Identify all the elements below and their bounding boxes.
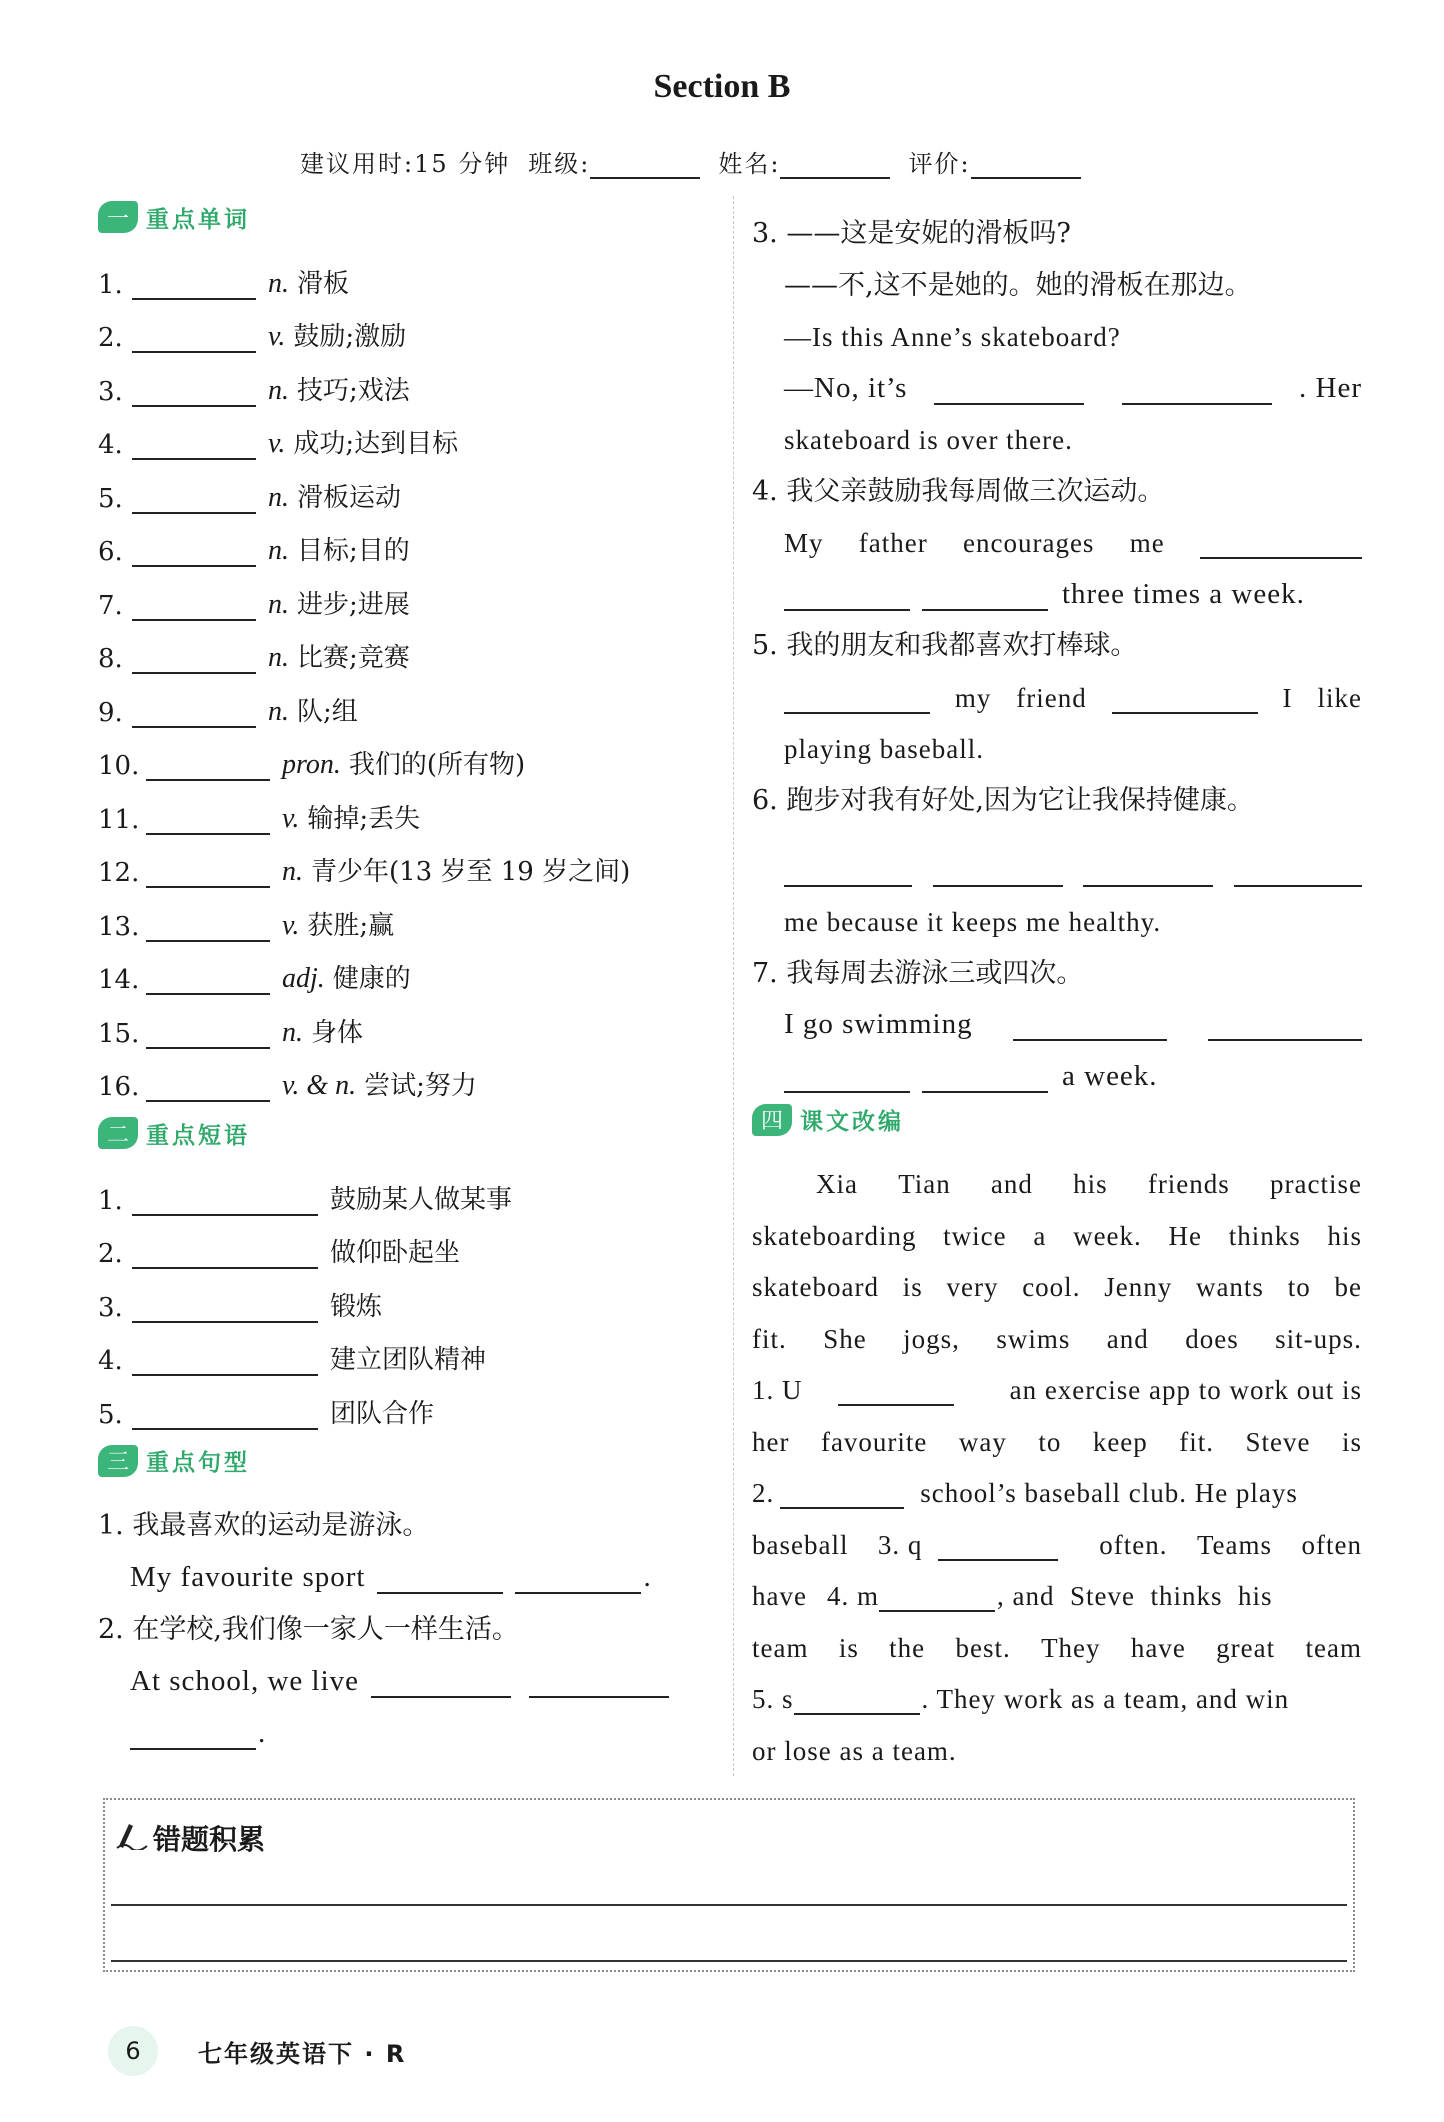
item-number: 8. <box>98 644 123 674</box>
passage-line <box>752 1200 1362 1252</box>
part-of-speech: n. <box>282 856 303 887</box>
sentence-en: —Is this Anne’s skateboard? <box>784 322 1121 352</box>
passage-word: is <box>1341 1426 1362 1457</box>
answer-blank[interactable] <box>146 1070 270 1102</box>
meaning: 目标;目的 <box>297 536 410 566</box>
answer-blank[interactable] <box>1234 855 1362 887</box>
passage-word: Tian <box>898 1169 951 1199</box>
answer-blank[interactable] <box>838 1374 954 1406</box>
notes-header <box>115 1818 265 1858</box>
name-label: 姓名: <box>718 150 781 178</box>
section-heading-passage <box>752 1099 1362 1141</box>
item-number: 15. <box>98 1018 140 1049</box>
passage-word: He <box>1168 1220 1202 1251</box>
section-heading-vocab <box>98 196 718 238</box>
passage-word: a <box>1033 1220 1047 1251</box>
passage-word: jogs, <box>903 1323 960 1354</box>
passage <box>752 1149 1362 1767</box>
notes-title: 错题积累 <box>153 1823 266 1856</box>
vocab-item <box>98 621 718 675</box>
meaning: 建立团队精神 <box>330 1345 487 1375</box>
part-of-speech: n. <box>268 588 289 620</box>
passage-word: sit-ups. <box>1275 1323 1362 1354</box>
passage-line <box>752 1149 1362 1201</box>
sentence-text: At school, we live <box>130 1664 360 1697</box>
passage-line <box>752 1458 1362 1510</box>
answer-blank[interactable] <box>784 855 912 887</box>
item-number: 1. <box>98 1185 123 1216</box>
vocab-item <box>98 835 718 889</box>
answer-blank[interactable] <box>377 1562 503 1594</box>
note-line[interactable] <box>111 1960 1347 1962</box>
part-of-speech: n. <box>268 535 289 566</box>
passage-word: and <box>1106 1323 1149 1354</box>
part-of-speech: n. <box>268 695 289 727</box>
passage-word: twice <box>943 1220 1007 1251</box>
passage-text: school’s baseball club. He plays <box>920 1478 1298 1508</box>
passage-word: to <box>1038 1426 1062 1457</box>
sentence-en <box>752 817 1362 887</box>
passage-word: is <box>902 1272 923 1302</box>
blank-num: 5. <box>752 1684 775 1714</box>
vocab-item <box>98 995 718 1049</box>
word: friend <box>1016 682 1087 713</box>
answer-blank[interactable] <box>922 1061 1048 1093</box>
passage-word: Xia <box>816 1169 858 1199</box>
meaning: 我们的(所有物) <box>348 750 526 780</box>
vocab-item <box>98 728 718 782</box>
section-badge: 一 <box>98 201 138 233</box>
item-number: 2. <box>98 323 123 353</box>
sentence-cn: 7. 我每周去游泳三或四次。 <box>752 957 1084 989</box>
passage-word: practise <box>1270 1169 1362 1199</box>
section-title: 重点短语 <box>146 1122 250 1149</box>
passage-word: very <box>946 1272 999 1302</box>
meaning: 鼓励;激励 <box>293 322 407 352</box>
vocab-item <box>98 888 718 942</box>
sentence-en <box>752 990 1362 1042</box>
word: me <box>1129 528 1165 558</box>
page-number: 6 <box>108 2026 158 2076</box>
sentence-en <box>752 559 1362 611</box>
answer-blank[interactable] <box>132 589 256 621</box>
phrase-item <box>98 1162 718 1216</box>
item-number: 2. <box>98 1239 123 1269</box>
section-badge: 三 <box>98 1445 138 1477</box>
answer-blank[interactable] <box>529 1666 669 1698</box>
sentence-en: skateboard is over there. <box>784 425 1073 455</box>
passage-line <box>752 1664 1362 1716</box>
sentence-cn: 3. ——这是安妮的滑板吗? <box>752 218 1071 249</box>
word: like <box>1317 682 1362 713</box>
passage-line <box>752 1252 1362 1304</box>
phrase-item <box>98 1323 718 1377</box>
blank-num: 3. <box>877 1529 901 1560</box>
answer-blank[interactable] <box>146 963 270 995</box>
vocab-item <box>98 246 718 300</box>
blank-letter: s <box>782 1684 794 1714</box>
meaning: 成功;达到目标 <box>293 429 459 459</box>
meaning: 做仰卧起坐 <box>330 1238 461 1268</box>
item-number: 5. <box>98 1399 123 1430</box>
vocab-item <box>98 674 718 728</box>
page-title: Section B <box>653 68 791 105</box>
answer-blank[interactable] <box>132 375 256 407</box>
answer-blank[interactable] <box>146 803 270 835</box>
meaning: 技巧;戏法 <box>297 375 410 406</box>
part-of-speech: n. <box>268 481 289 513</box>
passage-line <box>752 1303 1362 1355</box>
answer-blank[interactable] <box>1112 682 1258 714</box>
part-of-speech: n. <box>282 1016 303 1048</box>
section-badge: 四 <box>752 1104 792 1136</box>
blank-letter: m <box>856 1581 879 1611</box>
item-number: 3. <box>98 376 123 407</box>
section-title: 重点单词 <box>146 206 250 233</box>
blank-number <box>752 1684 794 1715</box>
passage-word: to <box>1287 1272 1311 1302</box>
passage-word: her <box>752 1426 790 1457</box>
section-title: 重点句型 <box>146 1450 250 1476</box>
part-of-speech: v. <box>282 909 300 941</box>
phrase-item <box>98 1269 718 1323</box>
answer-blank[interactable] <box>132 696 256 728</box>
page-footer <box>108 2026 406 2076</box>
section-title: 课文改编 <box>800 1109 904 1135</box>
answer-blank[interactable] <box>934 373 1084 405</box>
item-number: 1. <box>98 269 123 300</box>
item-number: 16. <box>98 1072 140 1102</box>
answer-blank[interactable] <box>132 482 256 514</box>
class-label: 班级: <box>528 150 591 178</box>
word: encourages <box>963 528 1095 558</box>
part-of-speech: v. <box>268 321 286 352</box>
item-number: 3. <box>98 1292 123 1323</box>
passage-word: have <box>1130 1632 1186 1663</box>
sentence-cn: ——不,这不是她的。她的滑板在那边。 <box>784 269 1252 301</box>
blank-number <box>752 1375 803 1406</box>
item-number: 12. <box>98 858 140 888</box>
meaning: 健康的 <box>332 964 411 994</box>
meaning: 鼓励某人做某事 <box>330 1184 513 1215</box>
vocab-item <box>98 514 718 568</box>
item-number: 13. <box>98 911 140 942</box>
passage-word: fit. <box>1179 1426 1214 1457</box>
rating-blank[interactable] <box>971 151 1081 179</box>
section-heading-sentences <box>98 1440 718 1482</box>
sentence-en <box>752 508 1362 560</box>
answer-blank[interactable] <box>1208 1009 1362 1041</box>
answer-blank[interactable] <box>132 1291 318 1323</box>
word: My <box>784 528 824 558</box>
answer-blank[interactable] <box>371 1666 511 1698</box>
passage-text: an exercise app to work out is <box>1009 1375 1362 1405</box>
blank-letter: U <box>782 1375 803 1405</box>
answer-blank[interactable] <box>132 268 256 300</box>
sentence-en <box>98 1646 718 1698</box>
answer-blank[interactable] <box>794 1683 920 1715</box>
book-title: 七年级英语下 · R <box>198 2039 407 2068</box>
passage-line <box>752 1509 1362 1561</box>
answer-blank[interactable] <box>132 1184 318 1216</box>
sentence-en <box>752 662 1362 714</box>
answer-blank[interactable] <box>1200 527 1362 559</box>
word: I <box>1282 682 1293 713</box>
answer-blank[interactable] <box>784 579 910 611</box>
answer-blank[interactable] <box>922 579 1048 611</box>
sentence-en: me because it keeps me healthy. <box>784 907 1162 937</box>
sentence-en <box>752 1041 1362 1093</box>
sentence-en: playing baseball. <box>784 734 984 764</box>
answer-blank[interactable] <box>1122 373 1272 405</box>
sentence-cn: 4. 我父亲鼓励我每周做三次运动。 <box>752 475 1165 507</box>
answer-blank[interactable] <box>132 1344 318 1376</box>
passage-text: , and Steve thinks his <box>996 1581 1273 1611</box>
name-field <box>718 144 890 179</box>
answer-blank[interactable] <box>132 1398 318 1430</box>
left-column <box>98 196 718 1750</box>
word: my <box>954 682 992 713</box>
answer-blank[interactable] <box>132 1237 318 1269</box>
passage-word: his <box>1327 1220 1362 1251</box>
right-column <box>752 196 1362 1767</box>
phrase-list <box>98 1162 718 1430</box>
part-of-speech: v. & n. <box>282 1070 357 1101</box>
passage-line <box>752 1355 1362 1407</box>
passage-word: cool. <box>1022 1272 1081 1302</box>
answer-blank[interactable] <box>1083 855 1213 887</box>
item-number: 11. <box>98 804 140 835</box>
rating-field <box>908 144 1080 179</box>
item-number: 4. <box>98 430 123 460</box>
part-of-speech: v. <box>268 428 286 459</box>
sentence-cn: 1. 我最喜欢的运动是游泳。 <box>98 1509 430 1541</box>
sentence-en <box>98 1542 718 1594</box>
vocab-item <box>98 1049 718 1103</box>
meaning: 锻炼 <box>330 1291 383 1322</box>
passage-word: week. <box>1073 1220 1142 1251</box>
item-number: 14. <box>98 965 140 995</box>
passage-word: way <box>958 1426 1007 1457</box>
passage-word: is <box>838 1632 859 1663</box>
answer-blank[interactable] <box>515 1562 641 1594</box>
answer-blank[interactable] <box>146 910 270 942</box>
meaning: 队;组 <box>297 696 358 727</box>
passage-word: skateboard <box>752 1272 879 1302</box>
answer-blank[interactable] <box>780 1477 904 1509</box>
passage-word: team <box>752 1632 809 1663</box>
passage-word: favourite <box>820 1426 928 1457</box>
blank-num: 4. <box>826 1581 850 1611</box>
answer-blank[interactable] <box>132 642 256 674</box>
vocab-item <box>98 942 718 996</box>
word: father <box>858 528 928 558</box>
blank-num: 1. <box>752 1375 775 1405</box>
item-number: 6. <box>98 537 123 567</box>
vocab-item <box>98 407 718 461</box>
part-of-speech: n. <box>268 642 289 673</box>
answer-blank[interactable] <box>1013 1009 1167 1041</box>
column-divider <box>733 196 734 1776</box>
passage-text: often. <box>1099 1529 1168 1560</box>
passage-text: often <box>1301 1529 1362 1560</box>
part-of-speech: pron. <box>282 749 341 780</box>
answer-blank[interactable] <box>938 1529 1058 1561</box>
mistakes-notes-box <box>103 1798 1355 1972</box>
passage-line <box>752 1612 1362 1664</box>
blank-letter: q <box>907 1529 923 1560</box>
meaning: 进步;进展 <box>297 589 410 620</box>
passage-word: the <box>889 1632 926 1663</box>
item-number: 4. <box>98 1346 123 1376</box>
answer-blank[interactable] <box>933 855 1063 887</box>
sentence-en <box>752 353 1362 405</box>
passage-text: . They work as a team, and win <box>921 1684 1290 1714</box>
blank-number <box>878 1530 923 1561</box>
passage-word: fit. <box>752 1323 787 1354</box>
vocab-item <box>98 781 718 835</box>
blank-number <box>827 1581 879 1612</box>
vocab-item <box>98 567 718 621</box>
meaning: 输掉;丢失 <box>307 803 421 834</box>
meaning: 获胜;赢 <box>307 910 395 941</box>
vocab-item <box>98 300 718 354</box>
sentence-text: I go swimming <box>784 1008 973 1040</box>
passage-text: have <box>752 1581 807 1611</box>
sentence-en <box>98 1698 718 1750</box>
sentence-cn: 5. 我的朋友和我都喜欢打棒球。 <box>752 630 1138 661</box>
part-of-speech: adj. <box>282 963 325 994</box>
phrase-item <box>98 1376 718 1430</box>
answer-blank[interactable] <box>130 1718 256 1750</box>
item-number: 9. <box>98 697 123 728</box>
item-number: 7. <box>98 590 123 621</box>
passage-word: swims <box>996 1323 1071 1354</box>
passage-word: and <box>990 1169 1033 1199</box>
rating-label: 评价: <box>908 150 971 178</box>
sentence-cn: 2. 在学校,我们像一家人一样生活。 <box>98 1613 519 1645</box>
class-blank[interactable] <box>590 151 700 179</box>
passage-word: They <box>1041 1632 1101 1663</box>
passage-word: great <box>1216 1632 1276 1663</box>
answer-blank[interactable] <box>146 1017 270 1049</box>
sentence-text: three times a week. <box>1062 577 1305 610</box>
name-blank[interactable] <box>780 151 890 179</box>
passage-word: best. <box>955 1632 1011 1663</box>
period: . <box>643 1560 652 1593</box>
part-of-speech: n. <box>268 267 289 299</box>
passage-text: Teams <box>1196 1529 1273 1560</box>
period: . <box>258 1716 267 1749</box>
passage-word: friends <box>1147 1169 1230 1199</box>
passage-word: thinks <box>1228 1220 1301 1251</box>
part-of-speech: n. <box>268 374 289 406</box>
answer-blank[interactable] <box>132 321 256 353</box>
passage-word: keep <box>1092 1426 1148 1457</box>
meaning: 滑板 <box>297 268 350 299</box>
part-of-speech: v. <box>282 802 300 834</box>
answer-blank[interactable] <box>879 1580 995 1612</box>
meta-info <box>300 144 1081 179</box>
answer-blank[interactable] <box>146 856 270 888</box>
meaning: 尝试;努力 <box>364 1071 477 1101</box>
note-line[interactable] <box>111 1904 1347 1906</box>
passage-word: does <box>1185 1323 1239 1354</box>
sentence-text: . Her <box>1299 371 1362 404</box>
passage-word: skateboarding <box>752 1220 917 1251</box>
passage-line <box>752 1561 1362 1613</box>
passage-word: Jenny <box>1104 1272 1173 1302</box>
answer-blank[interactable] <box>146 749 270 781</box>
answer-blank[interactable] <box>784 1061 910 1093</box>
passage-word: be <box>1334 1272 1362 1302</box>
meaning: 身体 <box>311 1017 364 1048</box>
passage-word: his <box>1073 1169 1108 1199</box>
section-badge: 二 <box>98 1117 138 1149</box>
blank-num: 2. <box>752 1478 775 1508</box>
passage-word: team <box>1305 1632 1362 1663</box>
sentence-text: —No, it’s <box>784 371 908 404</box>
meaning: 青少年(13 岁至 19 岁之间) <box>311 857 631 887</box>
meaning: 团队合作 <box>330 1398 435 1429</box>
vocab-list <box>98 246 718 1102</box>
answer-blank[interactable] <box>132 535 256 567</box>
time-label: 建议用时:15 分钟 <box>300 150 511 178</box>
meaning: 比赛;竞赛 <box>297 643 410 673</box>
item-number: 5. <box>98 483 123 514</box>
pencil-icon <box>115 1820 149 1857</box>
answer-blank[interactable] <box>132 428 256 460</box>
item-number: 10. <box>98 751 140 781</box>
sentence-text: a week. <box>1062 1059 1158 1092</box>
passage-line: or lose as a team. <box>752 1735 957 1766</box>
phrase-item <box>98 1216 718 1270</box>
sentence-text: My favourite sport <box>130 1560 366 1593</box>
passage-word: wants <box>1195 1272 1264 1302</box>
passage-text: baseball <box>752 1529 849 1560</box>
vocab-item <box>98 460 718 514</box>
sentence-cn: 6. 跑步对我有好处,因为它让我保持健康。 <box>752 784 1254 816</box>
passage-line <box>752 1406 1362 1458</box>
meaning: 滑板运动 <box>297 482 402 513</box>
class-field <box>528 144 700 179</box>
section-heading-phrases <box>98 1112 718 1154</box>
passage-word: Steve <box>1245 1426 1311 1457</box>
answer-blank[interactable] <box>784 682 930 714</box>
vocab-item <box>98 353 718 407</box>
passage-word: She <box>823 1323 867 1354</box>
